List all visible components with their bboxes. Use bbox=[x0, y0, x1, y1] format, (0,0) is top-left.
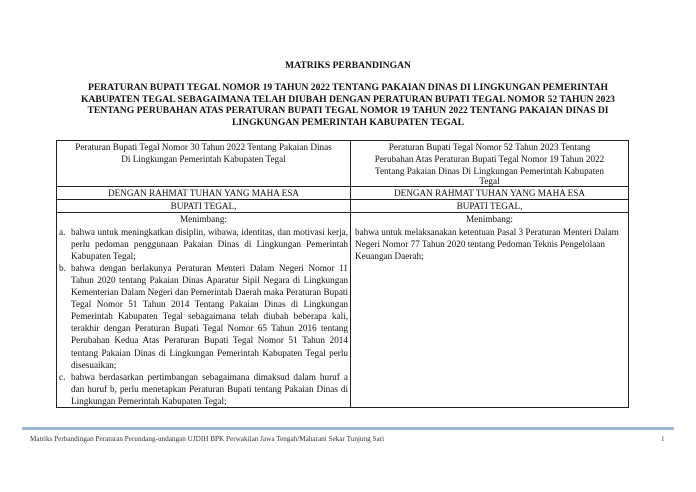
header-line: Tegal bbox=[479, 176, 500, 187]
table-header-row bbox=[57, 141, 629, 187]
subtitle-line: KABUPATEN TEGAL SEBAGAIMANA TELAH DIUBAH DENGAN PERATURAN BUPATI TEGAL NOMOR 52 TAHUN 2023 bbox=[81, 93, 615, 105]
footer-text: Matriks Perbandingan Peraturan Perundang-undangan UJDIH BPK Perwakilan Jawa Tengah/Maharani Sekar Tunjung Sari bbox=[30, 435, 385, 443]
left-menimbang-cell bbox=[57, 213, 351, 408]
comparison-table bbox=[56, 140, 629, 408]
right-column-header bbox=[351, 141, 629, 187]
list-item bbox=[59, 371, 348, 407]
footer-divider bbox=[22, 427, 674, 430]
table-row bbox=[57, 200, 629, 213]
item-text: bahwa berdasarkan pertimbangan sebagaimana dimaksud dalam huruf a dan huruf b, perlu menetapkan Peraturan Bupati tentang Pakaian Dinas di Lingkungan Pemerintah Kabupaten Tegal; bbox=[71, 371, 348, 406]
document-subtitle bbox=[55, 82, 641, 128]
table-row bbox=[57, 187, 629, 200]
right-rahmat: DENGAN RAHMAT TUHAN YANG MAHA ESA bbox=[351, 187, 629, 200]
header-line: Peraturan Bupati Tegal Nomor 30 Tahun 2022 Tentang Pakaian Dinas bbox=[75, 142, 332, 152]
list-item bbox=[59, 226, 348, 262]
left-rahmat: DENGAN RAHMAT TUHAN YANG MAHA ESA bbox=[57, 187, 351, 200]
table-row bbox=[57, 213, 629, 408]
item-label: a. bbox=[59, 226, 66, 237]
header-line: Di Lingkungan Pemerintah Kabupaten Tegal bbox=[121, 154, 286, 165]
item-text: bahwa dengan berlakunya Peraturan Menteri Dalam Negeri Nomor 11 Tahun 2020 tentang Pakaian Dinas Aparatur Sipil Negara di Lingkungan Kementerian Dalam Negeri dan Pemerintah Daerah maka Peraturan Bupati Tegal Nomor 51 Tahun 2014 Tentang Pakaian Dinas di Lingkungan Pemerintah Kabupaten Tegal sebagaimana telah diubah beberapa kali, terakhir dengan Peraturan Bupati Tegal Nomor 65 Tahun 2016 tentang Perubahan Kedua Atas Peraturan Bupati Tegal Nomor 51 Tahun 2014 tentang Pakaian Dinas di Lingkungan Pemerintah Kabupaten Tegal perlu disesuaikan; bbox=[71, 262, 348, 370]
right-menimbang-cell bbox=[351, 213, 629, 408]
item-label: b. bbox=[59, 262, 66, 273]
subtitle-line: LINGKUNGAN PEMERINTAH KABUPATEN TEGAL bbox=[232, 116, 464, 128]
left-column-header bbox=[57, 141, 351, 187]
left-bupati: BUPATI TEGAL, bbox=[57, 200, 351, 213]
item-label: c. bbox=[59, 371, 66, 382]
list-item bbox=[59, 262, 348, 371]
right-menimbang-label: Menimbang: bbox=[466, 214, 513, 225]
subtitle-line: PERATURAN BUPATI TEGAL NOMOR 19 TAHUN 2022 TENTANG PAKAIAN DINAS DI LINGKUNGAN PEMERINTAH bbox=[87, 82, 609, 93]
document-title: MATRIKS PERBANDINGAN bbox=[285, 60, 411, 71]
right-bupati: BUPATI TEGAL, bbox=[351, 200, 629, 213]
page-number: 1 bbox=[661, 435, 665, 443]
right-menimbang-text: bahwa untuk melaksanakan ketentuan Pasal 3 Peraturan Menteri Dalam Negeri Nomor 77 Tahun 2020 tentang Pedoman Teknis Pengelolaan Keuangan Daerah; bbox=[355, 226, 619, 261]
header-line: Peraturan Bupati Tegal Nomor 52 Tahun 2023 Tentang bbox=[388, 142, 591, 152]
subtitle-line: TENTANG PERUBAHAN ATAS PERATURAN BUPATI TEGAL NOMOR 19 TAHUN 2022 TENTANG PAKAIAN DINAS DI bbox=[87, 105, 609, 117]
header-line: Perubahan Atas Peraturan Bupati Tegal Nomor 19 Tahun 2022 bbox=[374, 154, 605, 165]
header-line: Tentang Pakaian Dinas Di Lingkungan Pemerintah Kabupaten bbox=[375, 166, 604, 177]
left-menimbang-label: Menimbang: bbox=[180, 214, 227, 225]
item-text: bahwa untuk meningkatkan disiplin, wibawa, identitas, dan motivasi kerja, perlu pedoman penggunaan Pakaian Dinas di Lingkungan Pemerintah Kabupaten Tegal; bbox=[71, 226, 348, 261]
